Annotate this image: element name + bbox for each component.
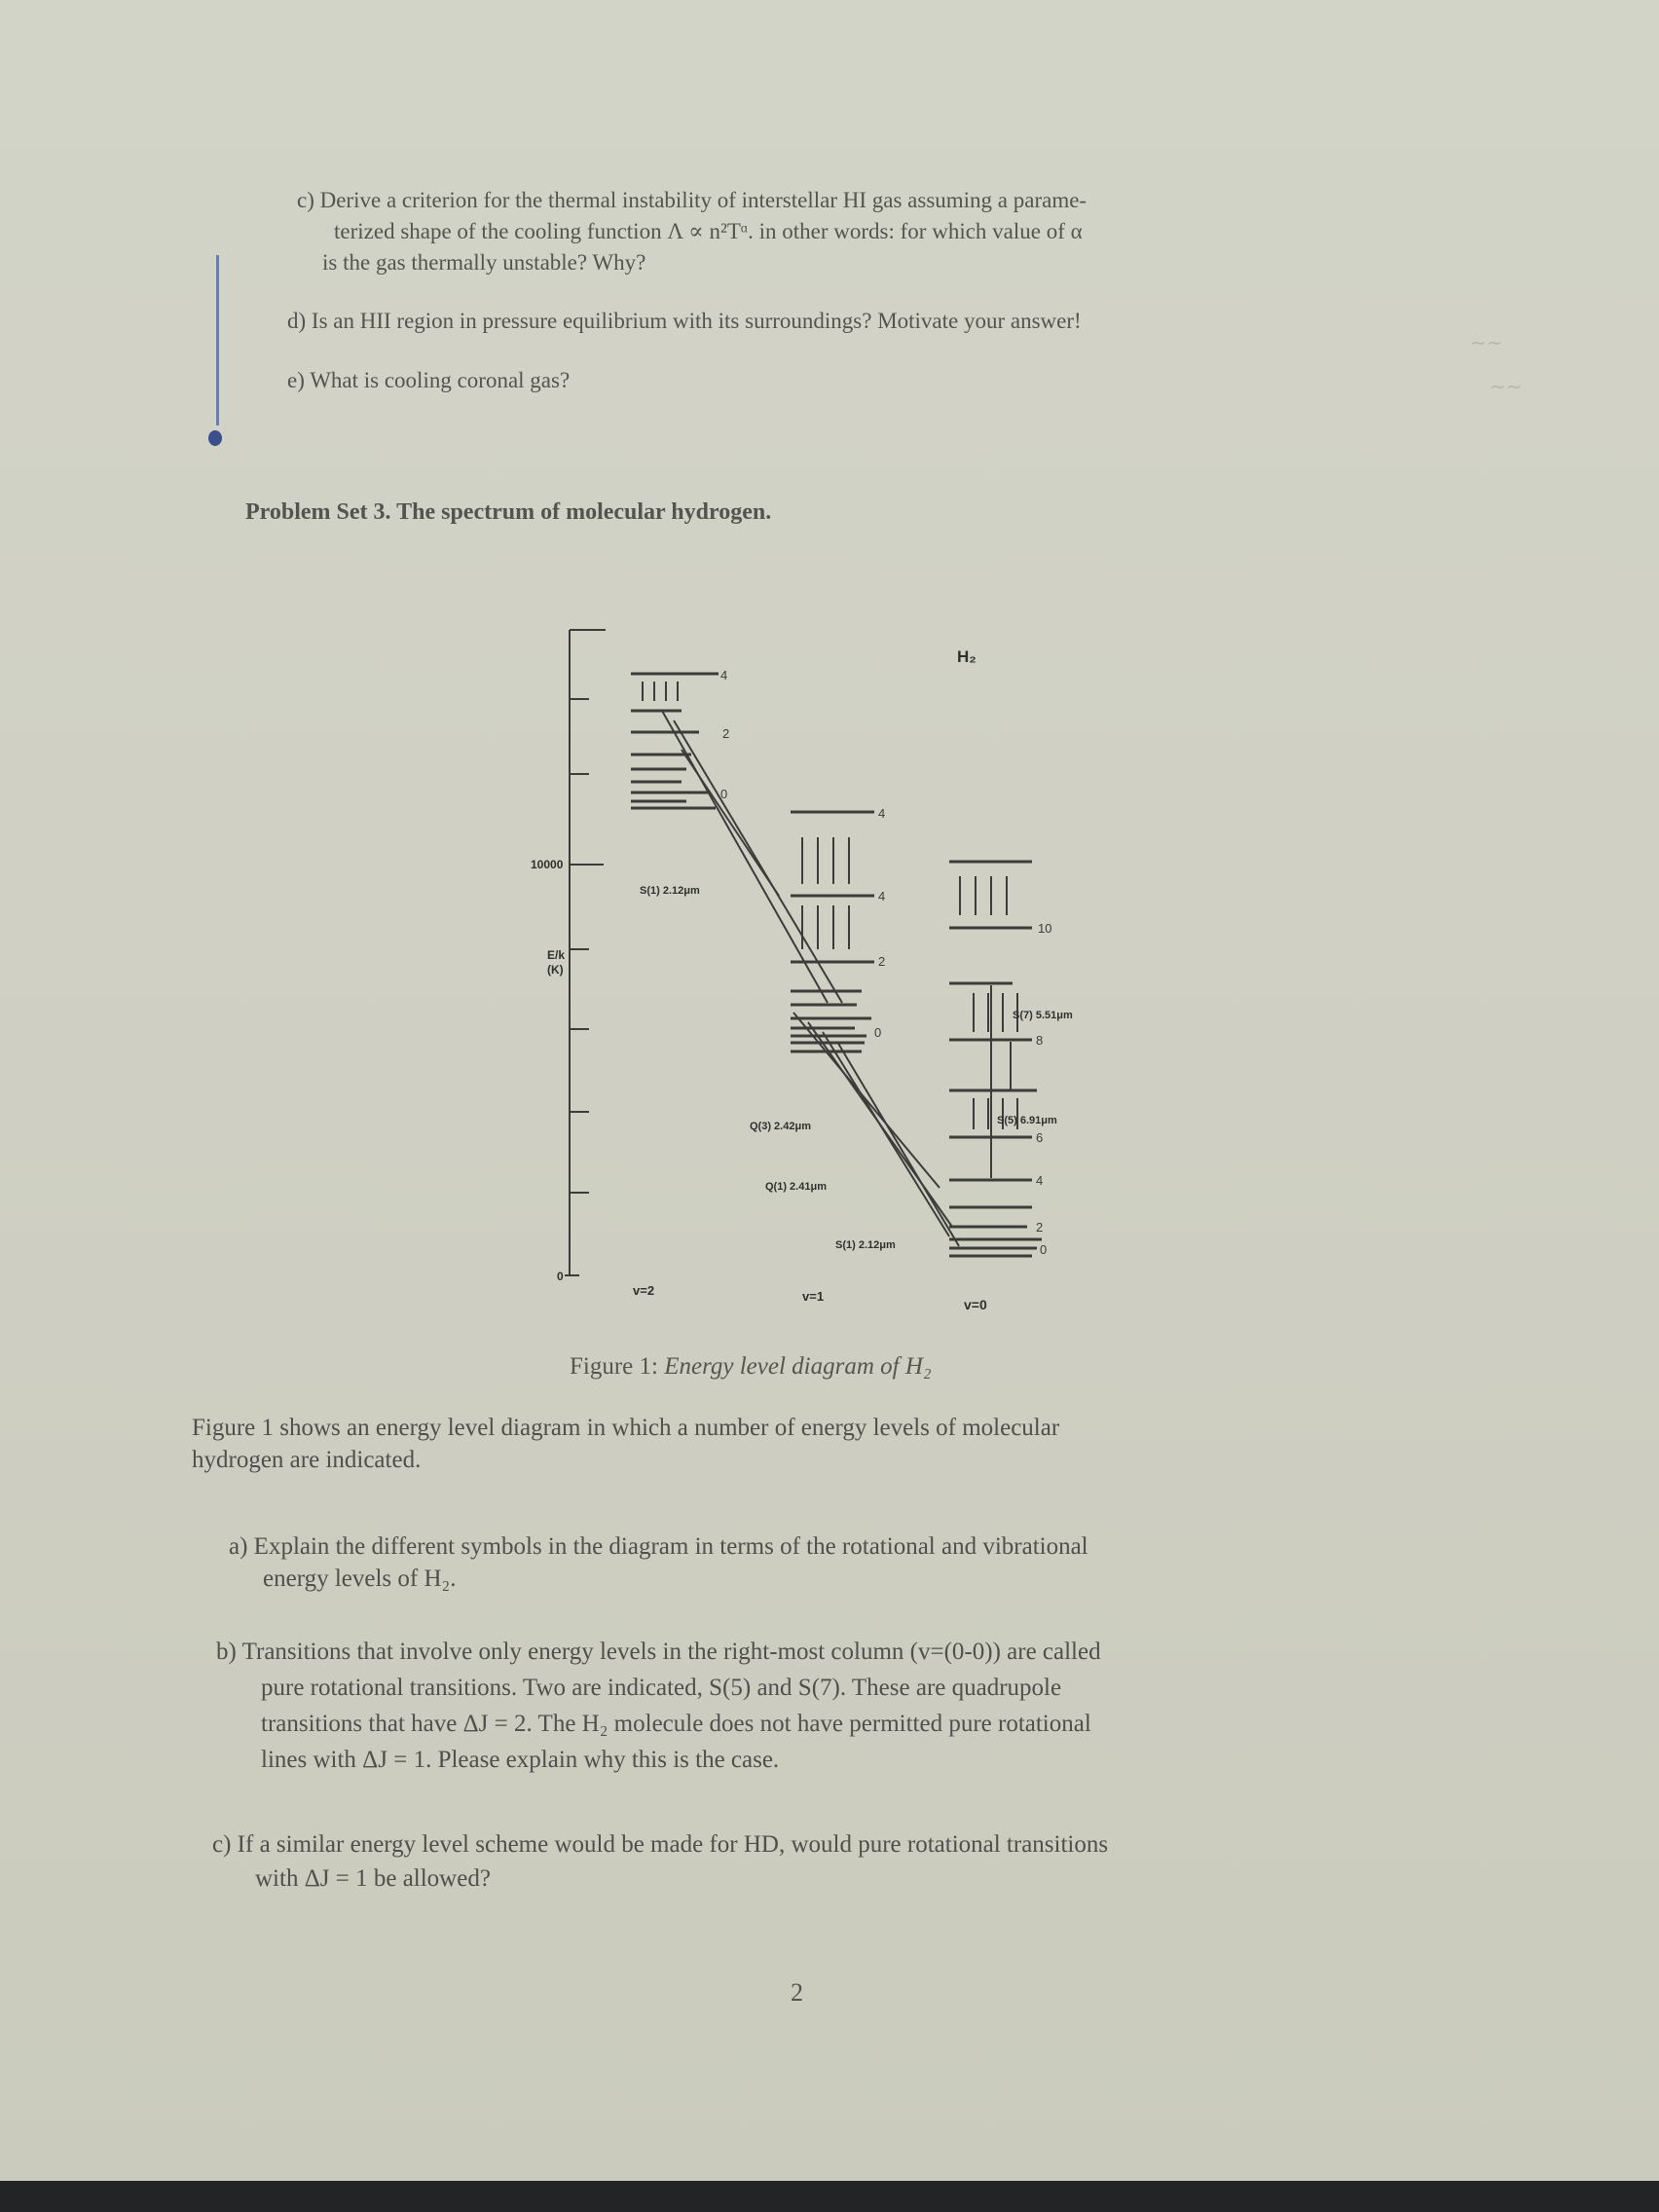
y-tick-10000: 10000: [531, 858, 564, 871]
column-label-v0: v=0: [964, 1297, 987, 1312]
question-a-line2: energy levels of H₂.: [263, 1566, 457, 1592]
question-c-line1: c) If a similar energy level scheme would be made for HD, would pure rotational transitions: [212, 1831, 1109, 1858]
levels-v0: [949, 862, 1042, 1256]
page-number: 2: [791, 1978, 803, 2007]
energy-level-diagram: [0, 604, 1659, 1480]
margin-scribble: ~~: [1490, 375, 1523, 398]
y-axis-label-bottom: (K): [547, 963, 564, 977]
problem-title: Problem Set 3. The spectrum of molecular hydrogen.: [245, 499, 772, 525]
item-c-line2: terized shape of the cooling function Λ ∝ n²Tᵅ. in other words: for which value of α: [334, 219, 1083, 243]
y-axis-label-top: E/k: [547, 948, 566, 962]
pen-mark-dot: [208, 430, 222, 446]
item-c-line1: c) Derive a criterion for the thermal instability of interstellar HI gas assuming a parame-: [297, 188, 1088, 212]
transition-label: S(1) 2.12μm: [640, 885, 700, 897]
item-d: d) Is an HII region in pressure equilibrium with its surroundings? Motivate your answer!: [287, 309, 1082, 333]
j-label: 4: [1036, 1173, 1044, 1188]
transition-label: S(7) 5.51μm: [1013, 1010, 1073, 1021]
j-label: 2: [878, 954, 886, 969]
question-b-line2: pure rotational transitions. Two are indicated, S(5) and S(7). These are quadrupole: [261, 1675, 1062, 1701]
caption-text: Energy level diagram of H₂: [664, 1353, 932, 1380]
question-c-line2: with ΔJ = 1 be allowed?: [255, 1865, 491, 1892]
transition-label: Q(1) 2.41μm: [765, 1181, 827, 1193]
intro-line2: hydrogen are indicated.: [192, 1447, 422, 1473]
j-label: 2: [1036, 1220, 1044, 1235]
question-b-line1: b) Transitions that involve only energy levels in the right-most column (v=(0-0)) are called: [216, 1639, 1101, 1665]
transition-label: S(1) 2.12μm: [835, 1239, 896, 1251]
species-label: H₂: [957, 647, 977, 666]
intro-line1: Figure 1 shows an energy level diagram in which a number of energy levels of molecular: [192, 1415, 1060, 1441]
j-label: 6: [1036, 1130, 1044, 1145]
j-label: 0: [874, 1025, 882, 1040]
j-label: 8: [1036, 1033, 1044, 1048]
caption-prefix: Figure 1:: [570, 1353, 658, 1380]
j-label: 4: [878, 889, 886, 903]
j-label: 10: [1038, 921, 1052, 936]
figure-caption: [570, 1353, 932, 1381]
column-label-v2: v=2: [633, 1283, 655, 1298]
table-edge: [0, 2181, 1659, 2212]
j-label: 0: [1040, 1242, 1048, 1257]
j-label: 2: [722, 726, 730, 741]
pen-mark-line: [216, 255, 219, 425]
item-e: e) What is cooling coronal gas?: [287, 368, 571, 392]
column-label-v1: v=1: [802, 1289, 825, 1304]
question-a-line1: a) Explain the different symbols in the diagram in terms of the rotational and vibrational: [229, 1533, 1088, 1560]
question-b-line4: lines with ΔJ = 1. Please explain why this is the case.: [261, 1747, 780, 1773]
transition-label: S(5) 6.91μm: [997, 1115, 1057, 1126]
j-label: 4: [878, 806, 886, 821]
j-label: 0: [720, 787, 728, 801]
j-label: 4: [720, 668, 728, 682]
transition-label: Q(3) 2.42μm: [750, 1121, 811, 1132]
question-b-line3: transitions that have ΔJ = 2. The H₂ molecule does not have permitted pure rotational: [261, 1711, 1091, 1737]
item-c-line3: is the gas thermally unstable? Why?: [322, 250, 646, 275]
transition-lines: [662, 711, 959, 1246]
margin-scribble: ~~: [1470, 331, 1503, 354]
y-origin: 0: [557, 1270, 564, 1283]
